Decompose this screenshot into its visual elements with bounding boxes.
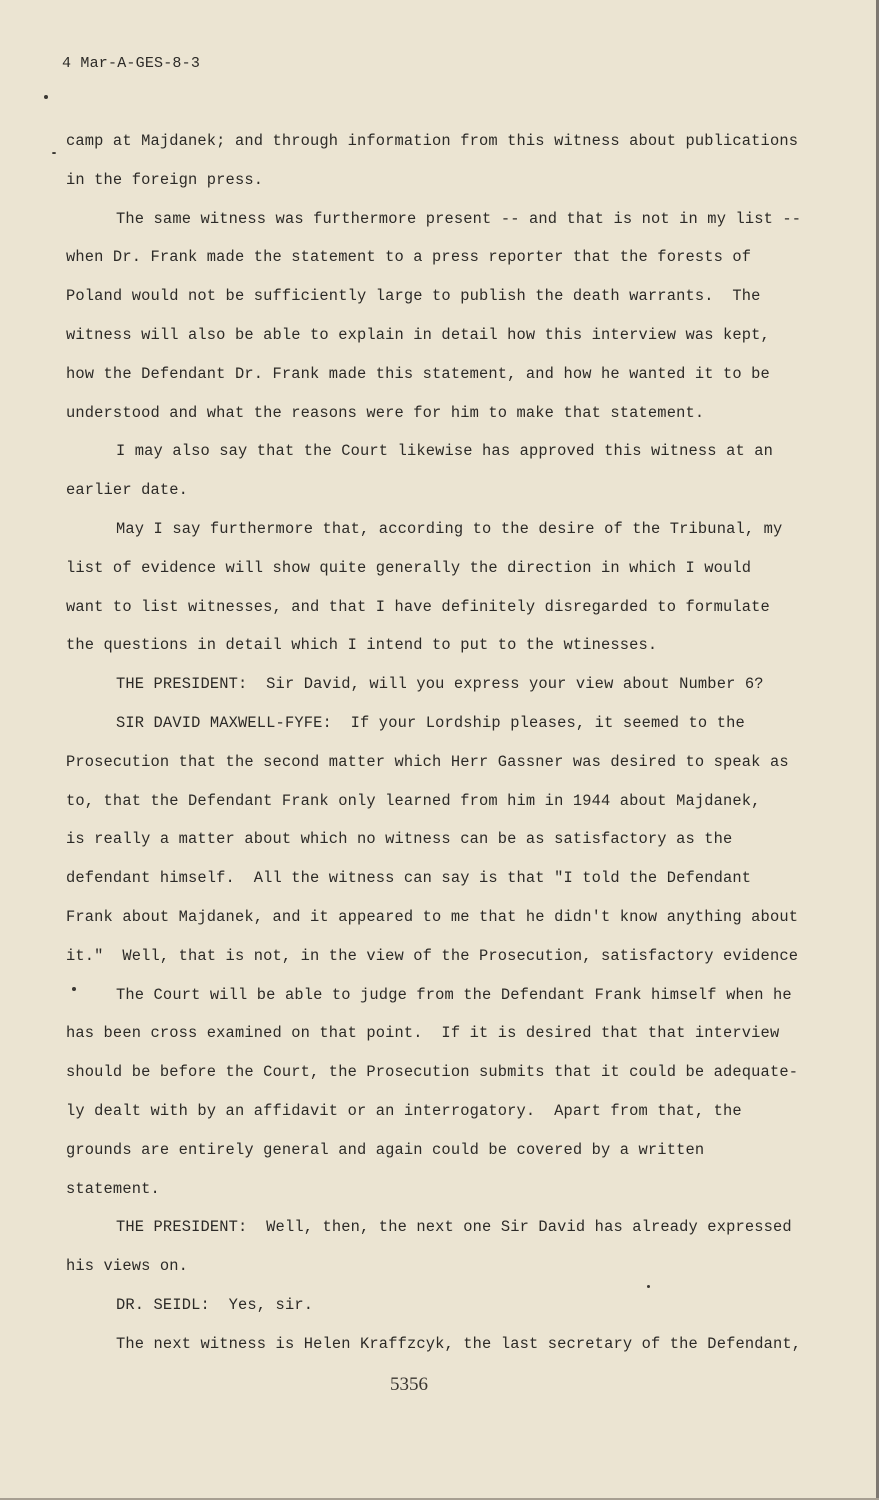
transcript-line: THE PRESIDENT: Sir David, will you express your view about Number 6? [116,675,764,694]
transcript-line: The Court will be able to judge from the Defendant Frank himself when he [116,985,792,1004]
transcript-line: to, that the Defendant Frank only learned from him in 1944 about Majdanek, [66,791,761,810]
transcript-line: witness will also be able to explain in detail how this interview was kept, [66,325,770,344]
transcript-line: understood and what the reasons were for him to make that statement. [66,403,705,422]
transcript-line: should be before the Court, the Prosecution submits that it could be adequate- [66,1063,799,1082]
transcript-line: The same witness was furthermore present -- and that is not in my list -- [116,209,802,228]
transcript-line: earlier date. [66,481,189,500]
ink-speck [44,95,48,99]
transcript-line: want to list witnesses, and that I have definitely disregarded to formulate [66,597,770,616]
ink-speck [52,152,56,154]
transcript-line: his views on. [66,1257,189,1276]
transcript-line: May I say furthermore that, according to the desire of the Tribunal, my [116,519,783,538]
transcript-line: it." Well, that is not, in the view of the Prosecution, satisfactory evidence [66,946,799,965]
transcript-line: The next witness is Helen Kraffzcyk, the last secretary of the Defendant, [116,1334,802,1353]
transcript-line: I may also say that the Court likewise has approved this witness at an [116,442,774,461]
transcript-line: statement. [66,1179,160,1198]
transcript-line: grounds are entirely general and again could be covered by a written [66,1140,705,1159]
transcript-line: the questions in detail which I intend to put to the wtinesses. [66,636,658,655]
transcript-line: Frank about Majdanek, and it appeared to me that he didn't know anything about [66,907,799,926]
transcript-line: has been cross examined on that point. If it is desired that that interview [66,1024,780,1043]
transcript-line: DR. SEIDL: Yes, sir. [116,1295,314,1314]
transcript-line: in the foreign press. [66,170,264,189]
transcript-line: camp at Majdanek; and through information from this witness about publications [66,132,799,150]
transcript-line: defendant himself. All the witness can say is that "I told the Defendant [66,869,752,888]
transcript-line: when Dr. Frank made the statement to a press reporter that the forests of [66,248,752,267]
page-number: 5356 [390,1374,428,1395]
transcript-line: SIR DAVID MAXWELL-FYFE: If your Lordship pleases, it seemed to the [116,713,745,732]
transcript-line: how the Defendant Dr. Frank made this statement, and how he wanted it to be [66,364,770,383]
transcript-line: Prosecution that the second matter which Herr Gassner was desired to speak as [66,752,789,771]
transcript-line: Poland would not be sufficiently large to publish the death warrants. The [66,287,761,306]
transcript-line: list of evidence will show quite generally the direction in which I would [66,558,752,577]
transcript-line: THE PRESIDENT: Well, then, the next one Sir David has already expressed [116,1218,792,1237]
document-reference-header: 4 Mar-A-GES-8-3 [62,55,201,72]
transcript-line: is really a matter about which no witness can be as satisfactory as the [66,830,733,849]
transcript-line: ly dealt with by an affidavit or an interrogatory. Apart from that, the [66,1101,742,1120]
transcript-body [66,122,826,1364]
